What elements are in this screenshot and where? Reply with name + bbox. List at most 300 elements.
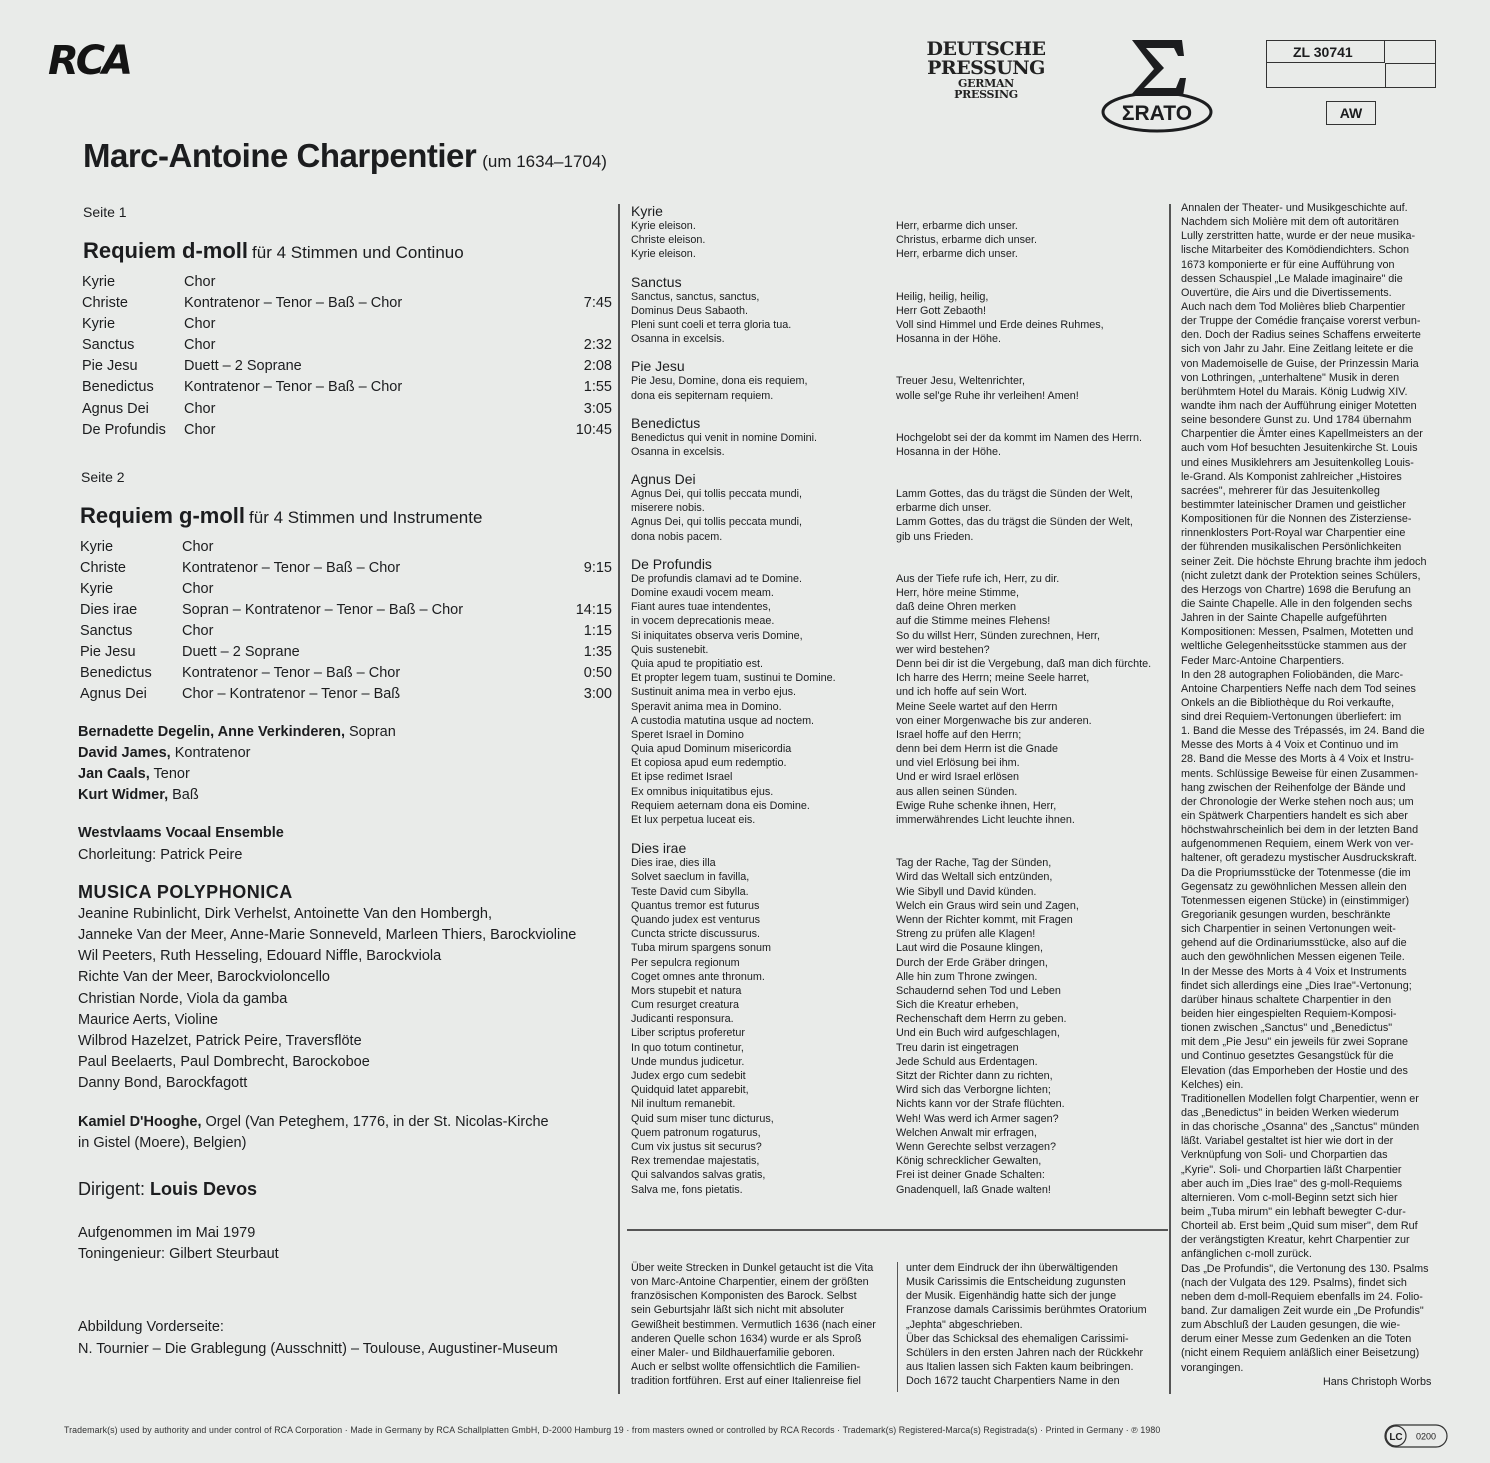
text-section-title: Agnus Dei: [631, 471, 696, 488]
notes-line: rinnenklosters Port-Royal war Charpentier eine: [1181, 527, 1406, 540]
orchestra-member: Danny Bond, Barockfagott: [78, 1075, 248, 1092]
text-section-title: Kyrie: [631, 203, 663, 219]
track-row: [78, 399, 618, 420]
german-line: Wie Sibyll und David künden.: [896, 885, 1037, 898]
german-line: aus allen seinen Sünden.: [896, 785, 1018, 798]
notes-line: band. Zur damaligen Zeit wurde ein „De Profundis": [1181, 1304, 1424, 1317]
orchestra-member: Christian Norde, Viola da gamba: [78, 990, 288, 1007]
notes-line: anderen Quelle schon 1634) wurde er als Sproß: [631, 1332, 862, 1345]
german-line: gib uns Frieden.: [896, 530, 974, 543]
text-section-spacer: [896, 415, 1172, 431]
track-duration: 0:50: [583, 665, 612, 682]
german-line: Jede Schuld aus Erdentagen.: [896, 1055, 1038, 1068]
german-pressing-mark: [924, 40, 1048, 100]
german-line: Denn bei dir ist die Vergebung, daß man dich fürchte.: [896, 657, 1152, 670]
notes-line: der Truppe der Comédie française vorerst verbun-: [1181, 315, 1421, 328]
notes-line: mit dem „Pie Jesu" ein jeweils für zwei Soprane: [1181, 1036, 1409, 1049]
german-translation: [896, 572, 1172, 827]
latin-line: Et ipse redimet Israel: [631, 771, 733, 784]
organist: [78, 1112, 618, 1154]
text-section-spacer: [896, 840, 1172, 856]
german-line: Ich harre des Herrn; meine Seele harret,: [896, 672, 1090, 685]
track-name: Kyrie: [82, 274, 116, 290]
german-line: auf die Stimme meines Flehens!: [896, 615, 1051, 628]
track-voices: Chor: [184, 274, 216, 290]
catalog-cell: [1267, 63, 1386, 87]
soloist: Kurt Widmer, Baß: [78, 787, 199, 804]
catalog-number: ZL 30741: [1267, 41, 1385, 63]
notes-line: Auch nach dem Tod Molières blieb Charpentier: [1181, 300, 1406, 313]
latin-line: Et lux perpetua luceat eis.: [631, 814, 756, 826]
pressing-line: GERMAN: [958, 77, 1014, 90]
track-row: [76, 537, 618, 558]
organ-details: Orgel (Van Peteghem, 1776, in der St. Nicolas-Kirche: [205, 1113, 549, 1130]
track-listing: [78, 200, 618, 1360]
side-label: Seite 1: [83, 204, 127, 220]
track-name: Sanctus: [80, 623, 133, 640]
notes-line: In den 28 autographen Foliobänden, die Marc-: [1181, 668, 1404, 681]
track-row: [76, 600, 618, 621]
german-line: Meine Seele wartet auf den Herrn: [896, 700, 1058, 713]
notes-line: Charpentier die Ämter eines Kapellmeisters an der: [1181, 428, 1423, 441]
code-box: AW: [1326, 101, 1376, 125]
track-row: [78, 356, 618, 377]
track-row: [76, 684, 618, 705]
notes-line: Kelches) ein.: [1181, 1078, 1244, 1091]
track-voices: Chor: [184, 316, 216, 333]
track-voices: Duett – 2 Soprane: [184, 358, 302, 375]
cover-credit: [78, 1317, 618, 1359]
notes-line: Verknüpfung von Soli- und Chorpartien das: [1181, 1149, 1388, 1162]
erato-wordmark: ΣRATO: [1121, 102, 1193, 125]
track-duration: 10:45: [575, 421, 612, 438]
german-translation: [896, 219, 1172, 262]
german-line: Welch ein Graus wird sein und Zagen,: [896, 899, 1079, 912]
liner-notes-part3: [1181, 201, 1443, 1375]
german-translation: [896, 856, 1172, 1197]
orchestra-member: Wil Peeters, Ruth Hesseling, Edouard Niffle, Barockviola: [78, 948, 442, 965]
latin-line: Quis sustenebit.: [631, 643, 709, 656]
latin-line: Per sepulcra regionum: [631, 956, 740, 969]
german-line: von einer Morgenwache bis zur anderen.: [896, 714, 1092, 727]
notes-line: zum Abschluß der Lauden gesungen, die wie-: [1181, 1319, 1401, 1332]
notes-line: Annalen der Theater- und Musikgeschichte auf.: [1181, 202, 1408, 214]
notes-line: (nicht zuletzt dank der Protektion seines Schülers,: [1181, 569, 1421, 582]
text-section-title: Pie Jesu: [631, 358, 685, 375]
german-line: Tag der Rache, Tag der Sünden,: [896, 857, 1052, 870]
notes-line: der Musik. Eigenhändig hatte sich der junge: [906, 1290, 1117, 1303]
latin-line: Speret Israel in Domino: [631, 728, 744, 741]
german-line: Herr Gott Zebaoth!: [896, 304, 987, 317]
track-row: [78, 420, 618, 441]
soloist: Jan Caals, Tenor: [78, 765, 190, 782]
notes-line: ments. Schlüssige Beweise für einen Zusammen-: [1181, 767, 1419, 780]
latin-line: Judicanti responsura.: [631, 1013, 734, 1026]
notes-line: und Continuo gesetztes Gesangstück für die: [1181, 1050, 1394, 1063]
latin-line: Kyrie eleison.: [631, 248, 696, 261]
german-line: Schaudernd sehen Tod und Leben: [896, 984, 1061, 997]
conductor-name: Louis Devos: [150, 1178, 258, 1199]
notes-line: sich Charpentier in seinen Vertonungen weit-: [1181, 923, 1396, 936]
latin-line: Quando judex est venturus: [631, 913, 761, 926]
latin-line: Si iniquitates observa veris Domine,: [631, 629, 803, 642]
german-translation: [896, 487, 1172, 544]
latin-text: [631, 374, 901, 402]
notes-line: derum einer Messe zum Gedenken an die Toten: [1181, 1333, 1412, 1346]
notes-line: aber auch im „Dies Irae" des g-moll-Requiems: [1181, 1177, 1403, 1190]
notes-author: Hans Christoph Worbs: [1323, 1376, 1432, 1388]
notes-line: ein Spätwerk Charpentiers handelt es sich aber: [1181, 810, 1408, 823]
track-name: Sanctus: [82, 337, 135, 354]
composer-name: Marc-Antoine Charpentier: [83, 137, 477, 174]
track-row: [78, 335, 618, 356]
pressing-line: PRESSUNG: [927, 57, 1045, 79]
latin-line: Quia apud te propitiatio est.: [631, 657, 764, 670]
latin-line: dona eis sepiternam requiem.: [631, 389, 774, 402]
orchestra-members: [78, 904, 618, 1095]
work-heading: [83, 238, 618, 264]
german-line: Und er wird Israel erlösen: [896, 771, 1020, 784]
german-line: Nichts kann vor der Strafe flüchten.: [896, 1098, 1065, 1111]
notes-line: seiner Zeit. Die höchste Ehrung brachte ihm jedoch: [1181, 555, 1427, 568]
track-duration: 2:08: [583, 358, 612, 375]
latin-line: Solvet saeclum in favilla,: [631, 871, 750, 884]
text-section-title: De Profundis: [631, 555, 712, 572]
german-line: König schrecklicher Gewalten,: [896, 1155, 1042, 1168]
notes-line: Doch 1672 taucht Charpentiers Name in den: [906, 1375, 1120, 1388]
german-line: immerwährendes Licht leuchte ihnen.: [896, 814, 1075, 826]
latin-line: Cum vix justus sit securus?: [631, 1140, 762, 1153]
erato-logo: [1100, 36, 1214, 134]
notes-line: unter dem Eindruck der ihn überwältigenden: [906, 1262, 1118, 1274]
notes-line: Über weite Strecken in Dunkel getaucht ist die Vita: [631, 1262, 874, 1274]
german-line: Sich die Kreatur erheben,: [896, 999, 1019, 1012]
notes-line: das „Benedictus" in beiden Werken wiederum: [1181, 1107, 1399, 1119]
notes-line: Jahren in der Sainte Chapelle aufgeführten: [1181, 612, 1387, 625]
side2-tracks: [76, 537, 618, 706]
notes-line: alternieren. Vom c-moll-Beginn setzt sich hier: [1181, 1191, 1398, 1204]
latin-text: [631, 290, 901, 347]
notes-line: sacrées", mehrerer für das Jesuitenkolleg: [1181, 484, 1380, 497]
latin-line: Agnus Dei, qui tollis peccata mundi,: [631, 516, 803, 529]
track-duration: 7:45: [583, 295, 612, 312]
notes-line: tradition fortführen. Erst auf einer Italienreise fiel: [631, 1375, 861, 1388]
soloist: Bernadette Degelin, Anne Verkinderen, Sopran: [78, 723, 396, 740]
notes-line: französischen Komponisten des Barock. Selbst: [631, 1290, 857, 1303]
notes-line: berühmtem Hotel du Marais. König Ludwig XIV.: [1181, 385, 1408, 398]
notes-line: von Lothringen, „unterhaltene" Musik in deren: [1181, 371, 1400, 384]
notes-line: sind drei Requiem-Vertonungen überliefert: im: [1181, 711, 1402, 724]
soloists: [78, 722, 618, 807]
german-line: Frei ist deiner Gnade Schalten:: [896, 1169, 1045, 1182]
pressing-line: DEUTSCHE: [926, 38, 1046, 60]
german-line: Aus der Tiefe rufe ich, Herr, zu dir.: [896, 572, 1060, 585]
notes-line: tionen zwischen „Sanctus" und „Benedictus": [1181, 1022, 1393, 1035]
german-line: Hosanna in der Höhe.: [896, 333, 1002, 346]
notes-line: 1. Band die Messe des Trépassés, im 24. Band die: [1181, 725, 1425, 738]
notes-line: weltliche Gelegenheitsstücke stammen aus der: [1181, 640, 1407, 653]
german-line: und ich hoffe auf sein Wort.: [896, 686, 1028, 699]
cover-painting: N. Tournier – Die Grablegung (Ausschnitt) – Toulouse, Augustiner-Museum: [78, 1340, 558, 1357]
notes-line: neben dem d-moll-Requiem ebenfalls im 24. Folio-: [1181, 1290, 1423, 1303]
track-voices: Chor: [184, 421, 216, 438]
track-duration: 9:15: [583, 559, 612, 576]
notes-line: Gewißheit bestimmen. Vermutlich 1636 (nach einer: [631, 1318, 876, 1331]
notes-line: vorangingen.: [1181, 1361, 1244, 1374]
catalog-box: [1266, 40, 1436, 88]
track-row: [78, 272, 618, 293]
latin-line: Quid sum miser tunc dicturus,: [631, 1112, 774, 1125]
track-row: [76, 558, 618, 579]
german-line: Hochgelobt sei der da kommt im Namen des Herrn.: [896, 431, 1143, 444]
notes-line: darüber hinaus schaltete Charpentier in den: [1181, 993, 1392, 1006]
legal-footer: Trademark(s) used by authority and under control of RCA Corporation · Made in Germany by RCA Schallplatten GmbH, D-2000 Hamburg 19 · from masters owned or controlled by RCA Records · Trademark(s) Registered-Marca(s) Registrada(s) · Printed in Germany · ℗ 1980: [64, 1425, 1161, 1435]
conductor-label: Dirigent:: [78, 1178, 146, 1199]
german-line: Wenn Gerechte selbst verzagen?: [896, 1140, 1057, 1153]
track-voices: Duett – 2 Soprane: [182, 644, 300, 661]
cover-label: Abbildung Vorderseite:: [78, 1319, 224, 1336]
track-name: Pie Jesu: [80, 644, 136, 661]
notes-line: Totenmessen eigenen Stücke) in (einstimmiger): [1181, 894, 1410, 907]
notes-line: le-Grand. Als Komponist zahlreicher „Histoires: [1181, 470, 1402, 483]
latin-line: Et propter legem tuam, sustinui te Domine.: [631, 672, 836, 685]
notes-line: die Sainte Chapelle. Alle in den folgenden sechs: [1181, 597, 1413, 610]
latin-line: Sustinuit anima mea in verbo ejus.: [631, 686, 797, 699]
german-line: denn bei dem Herrn ist die Gnade: [896, 743, 1059, 756]
track-duration: 14:15: [575, 602, 612, 619]
latin-text: [631, 487, 901, 544]
column-divider: [618, 204, 620, 1394]
german-line: Sitzt der Richter dann zu richten,: [896, 1070, 1053, 1082]
track-voices: Sopran – Kontratenor – Tenor – Baß – Chor: [182, 602, 464, 619]
german-line: So du willst Herr, Sünden zurechnen, Herr,: [896, 629, 1101, 642]
german-line: Welchen Anwalt mir erfragen,: [896, 1126, 1037, 1139]
track-duration: 1:15: [583, 623, 612, 640]
track-name: Benedictus: [82, 379, 154, 396]
german-line: Laut wird die Posaune klingen,: [896, 942, 1044, 955]
notes-line: aus Italien lassen sich Fakten kaum beibringen.: [906, 1360, 1134, 1373]
choir-director: Chorleitung: Patrick Peire: [78, 846, 243, 863]
german-texts: [896, 203, 1172, 1197]
german-line: Wird das Weltall sich entzünden,: [896, 871, 1053, 884]
notes-line: 1673 komponierte er für eine Aufführung von: [1181, 258, 1395, 271]
german-line: Durch der Erde Gräber dringen,: [896, 956, 1048, 969]
track-row: [78, 377, 618, 398]
latin-line: in vocem deprecationis meae.: [631, 615, 775, 628]
latin-line: Osanna in excelsis.: [631, 333, 725, 346]
notes-line: Kompositionen für die Nonnen des Zisterziense-: [1181, 513, 1412, 526]
notes-line: einer Maler- und Bildhauerfamilie geboren.: [631, 1346, 836, 1359]
latin-line: A custodia matutina usque ad noctem.: [631, 714, 815, 727]
notes-line: Über das Schicksal des ehemaligen Carissimi-: [906, 1332, 1129, 1345]
track-voices: Chor: [182, 623, 214, 640]
page-title: [83, 137, 607, 175]
notes-line: (nicht einem Requiem anläßlich einer Beisetzung): [1181, 1347, 1420, 1360]
catalog-cell: [1385, 41, 1435, 64]
latin-line: Judex ergo cum sedebit: [631, 1070, 746, 1082]
latin-line: Salva me, fons pietatis.: [631, 1183, 743, 1196]
german-line: Treuer Jesu, Weltenrichter,: [896, 375, 1026, 388]
notes-line: und eines Musiklehrers am Jesuitenkolleg Louis-: [1181, 456, 1414, 469]
notes-line: läßt. Variabel gestaltet ist hier wie dort in der: [1181, 1135, 1394, 1148]
latin-line: Mors stupebit et natura: [631, 984, 742, 997]
notes-line: sein Geburtsjahr läßt sich nicht mit absoluter: [631, 1304, 845, 1317]
work-title: Requiem g-moll: [80, 502, 246, 528]
latin-line: Quem patronum rogaturus,: [631, 1126, 761, 1139]
german-line: Herr, höre meine Stimme,: [896, 587, 1020, 599]
conductor: [78, 1177, 618, 1201]
latin-text: [631, 431, 901, 459]
notes-line: wandte ihm nach der Aufführung einiger Motetten: [1181, 399, 1417, 412]
german-translation: [896, 431, 1172, 459]
notes-line: dessen Schauspiel „Le Malade imaginaire" die: [1181, 272, 1403, 285]
rca-logo: RCA: [48, 38, 131, 84]
latin-line: Christe eleison.: [631, 234, 706, 247]
notes-line: Onkels an die Bibliothèque du Roi verkaufte,: [1181, 696, 1395, 709]
track-name: Pie Jesu: [82, 358, 138, 375]
track-row: [76, 621, 618, 642]
choir: [78, 823, 618, 865]
choir-name: Westvlaams Vocaal Ensemble: [78, 825, 284, 842]
notes-line: sich von Jahr zu Jahr. Eine Zeitlang leitete er die: [1181, 343, 1414, 356]
notes-line: Messe des Morts à 4 Voix et Continuo und im: [1181, 739, 1399, 752]
notes-line: aufgenommenen Requiem, einem Werk von ver-: [1181, 838, 1414, 851]
notes-line: haltener, oft geradezu mystischer Ausdruckskraft.: [1181, 852, 1417, 865]
latin-line: Qui salvandos salvas gratis,: [631, 1169, 766, 1182]
orchestra-member: Maurice Aerts, Violine: [78, 1011, 218, 1028]
sound-engineer: Toningenieur: Gilbert Steurbaut: [78, 1246, 279, 1263]
german-line: Hosanna in der Höhe.: [896, 445, 1002, 458]
german-line: daß deine Ohren merken: [896, 601, 1017, 614]
german-line: Israel hoffe auf den Herrn;: [896, 728, 1022, 741]
latin-line: Pleni sunt coeli et terra gloria tua.: [631, 318, 792, 331]
notes-line: der Chronologie der Werke stehen noch aus; um: [1181, 795, 1414, 808]
text-section-spacer: [896, 274, 1172, 290]
notes-line: hang zwischen der Reihenfolge der Bände und: [1181, 781, 1406, 794]
notes-line: „Jephta" abgeschrieben.: [906, 1318, 1023, 1331]
notes-line: Traditionellen Modellen folgt Charpentier, wenn er: [1181, 1092, 1419, 1105]
notes-line: In der Messe des Morts à 4 Voix et Instruments: [1181, 965, 1407, 978]
notes-line: Feder Marc-Antoine Charpentiers.: [1181, 654, 1345, 667]
work-scoring: für 4 Stimmen und Instrumente: [249, 507, 483, 527]
track-name: Christe: [80, 559, 126, 576]
latin-line: Kyrie eleison.: [631, 220, 696, 232]
notes-line: Musik Carissimis die Entscheidung zugunsten: [906, 1276, 1126, 1289]
work-heading: [80, 503, 618, 529]
side-label: Seite 2: [81, 468, 125, 485]
latin-line: Agnus Dei, qui tollis peccata mundi,: [631, 488, 803, 501]
text-section-spacer: [896, 471, 1172, 487]
track-duration: 3:00: [583, 686, 612, 703]
latin-line: De profundis clamavi ad te Domine.: [631, 572, 803, 585]
text-section-title: Dies irae: [631, 840, 687, 857]
latin-line: Sanctus, sanctus, sanctus,: [631, 290, 760, 303]
text-section-spacer: [896, 556, 1172, 572]
work-title: Requiem d-moll: [83, 238, 249, 263]
latin-line: Pie Jesu, Domine, dona eis requiem,: [631, 375, 808, 388]
notes-line: von Mademoiselle de Guise, der Prinzessin Maria: [1181, 357, 1419, 370]
track-voices: Chor: [182, 580, 214, 597]
german-line: Christus, erbarme dich unser.: [896, 234, 1038, 247]
notes-line: Auch er selbst wollte offensichtlich die Familien-: [631, 1360, 861, 1373]
notes-line: Da die Propriumsstücke der Totenmesse (die im: [1181, 866, 1411, 879]
latin-line: Tuba mirum spargens sonum: [631, 942, 772, 955]
latin-line: Speravit anima mea in Domino.: [631, 700, 782, 713]
notes-line: der verängstigten Kreatur, kehrt Charpentier zur: [1181, 1234, 1410, 1247]
german-line: Wenn der Richter kommt, mit Fragen: [896, 913, 1073, 926]
track-voices: Chor: [182, 538, 214, 555]
orchestra-member: Jeanine Rubinlicht, Dirk Verhelst, Antoinette Van den Hombergh,: [78, 905, 493, 922]
recording-date: Aufgenommen im Mai 1979: [78, 1224, 256, 1241]
german-line: wer wird bestehen?: [896, 643, 990, 656]
latin-line: Quia apud Dominum misericordia: [631, 743, 792, 756]
german-line: Ewige Ruhe schenke ihnen, Herr,: [896, 799, 1057, 812]
lc-number: 0200: [1415, 1431, 1437, 1442]
notes-line: Gregorianik gesungen wurden, beschränkte: [1181, 909, 1391, 922]
liner-notes-part1: [631, 1261, 876, 1388]
latin-line: Rex tremendae majestatis,: [631, 1155, 760, 1168]
german-translation: [896, 374, 1172, 402]
track-voices: Chor: [184, 337, 216, 354]
latin-line: Requiem aeternam dona eis Domine.: [631, 799, 810, 812]
track-voices: Chor: [184, 400, 216, 417]
german-line: Herr, erbarme dich unser.: [896, 248, 1018, 261]
orchestra-member: Wilbrod Hazelzet, Patrick Peire, Traversflöte: [78, 1032, 362, 1049]
orchestra-member: Paul Beelaerts, Paul Dombrecht, Barockoboe: [78, 1054, 370, 1071]
latin-line: miserere nobis.: [631, 502, 705, 515]
latin-line: Cuncta stricte discussurus.: [631, 928, 761, 941]
german-line: Weh! Was werd ich Armer sagen?: [896, 1112, 1059, 1125]
side1-tracks: [78, 272, 618, 441]
latin-texts: [631, 203, 901, 1197]
notes-line: Elevation (das Emporheben der Hostie und des: [1181, 1064, 1408, 1077]
track-name: Christe: [82, 295, 128, 312]
german-line: Voll sind Himmel und Erde deines Ruhmes,: [896, 318, 1104, 331]
latin-text: [631, 572, 901, 827]
latin-line: Dies irae, dies illa: [631, 857, 716, 870]
notes-line: lische Mitarbeiter des Komödiendichters. Schon: [1181, 244, 1410, 257]
notes-line: der führenden musikalischen Persönlichkeiten: [1181, 541, 1402, 554]
notes-line: Kompositionen: Messen, Psalmen, Motetten und: [1181, 626, 1414, 639]
german-line: Alle hin zum Throne zwingen.: [896, 970, 1038, 983]
latin-text: [631, 856, 901, 1197]
notes-line: 28. Band die Messe des Morts à 4 Voix et Instru-: [1181, 753, 1414, 766]
track-name: Kyrie: [82, 316, 116, 333]
latin-line: Ex omnibus iniquitatibus ejus.: [631, 785, 774, 798]
notes-line: „Kyrie". Soli- und Chorpartien läßt Charpentier: [1181, 1163, 1402, 1176]
orchestra-name: MUSICA POLYPHONICA: [78, 881, 293, 902]
organist-name: Kamiel D'Hooghe,: [78, 1113, 202, 1130]
section-divider: [627, 1229, 1168, 1231]
german-line: erbarme dich unser.: [896, 502, 992, 515]
notes-line: von Marc-Antoine Charpentier, einem der größten: [631, 1276, 869, 1289]
notes-line: höchstwahrscheinlich bei dem in der letzten Band: [1181, 824, 1419, 837]
track-duration: 1:35: [583, 644, 612, 661]
text-section-title: Benedictus: [631, 414, 701, 431]
german-line: Treu darin ist eingetragen: [896, 1041, 1019, 1054]
latin-line: Benedictus qui venit in nomine Domini.: [631, 431, 818, 444]
latin-line: Domine exaudi vocem meam.: [631, 587, 774, 599]
german-line: Lamm Gottes, das du trägst die Sünden der Welt,: [896, 488, 1133, 501]
work-scoring: für 4 Stimmen und Continuo: [252, 243, 464, 262]
track-duration: 2:32: [583, 337, 612, 354]
german-line: Gnadenquell, laß Gnade walten!: [896, 1183, 1051, 1196]
german-line: und viel Erlösung bei ihm.: [896, 757, 1020, 770]
liner-notes-part2: [906, 1261, 1147, 1388]
latin-line: Dominus Deus Sabaoth.: [631, 304, 749, 317]
german-line: Wird sich das Verborgne lichten;: [896, 1084, 1051, 1097]
latin-line: Coget omnes ante thronum.: [631, 970, 765, 983]
